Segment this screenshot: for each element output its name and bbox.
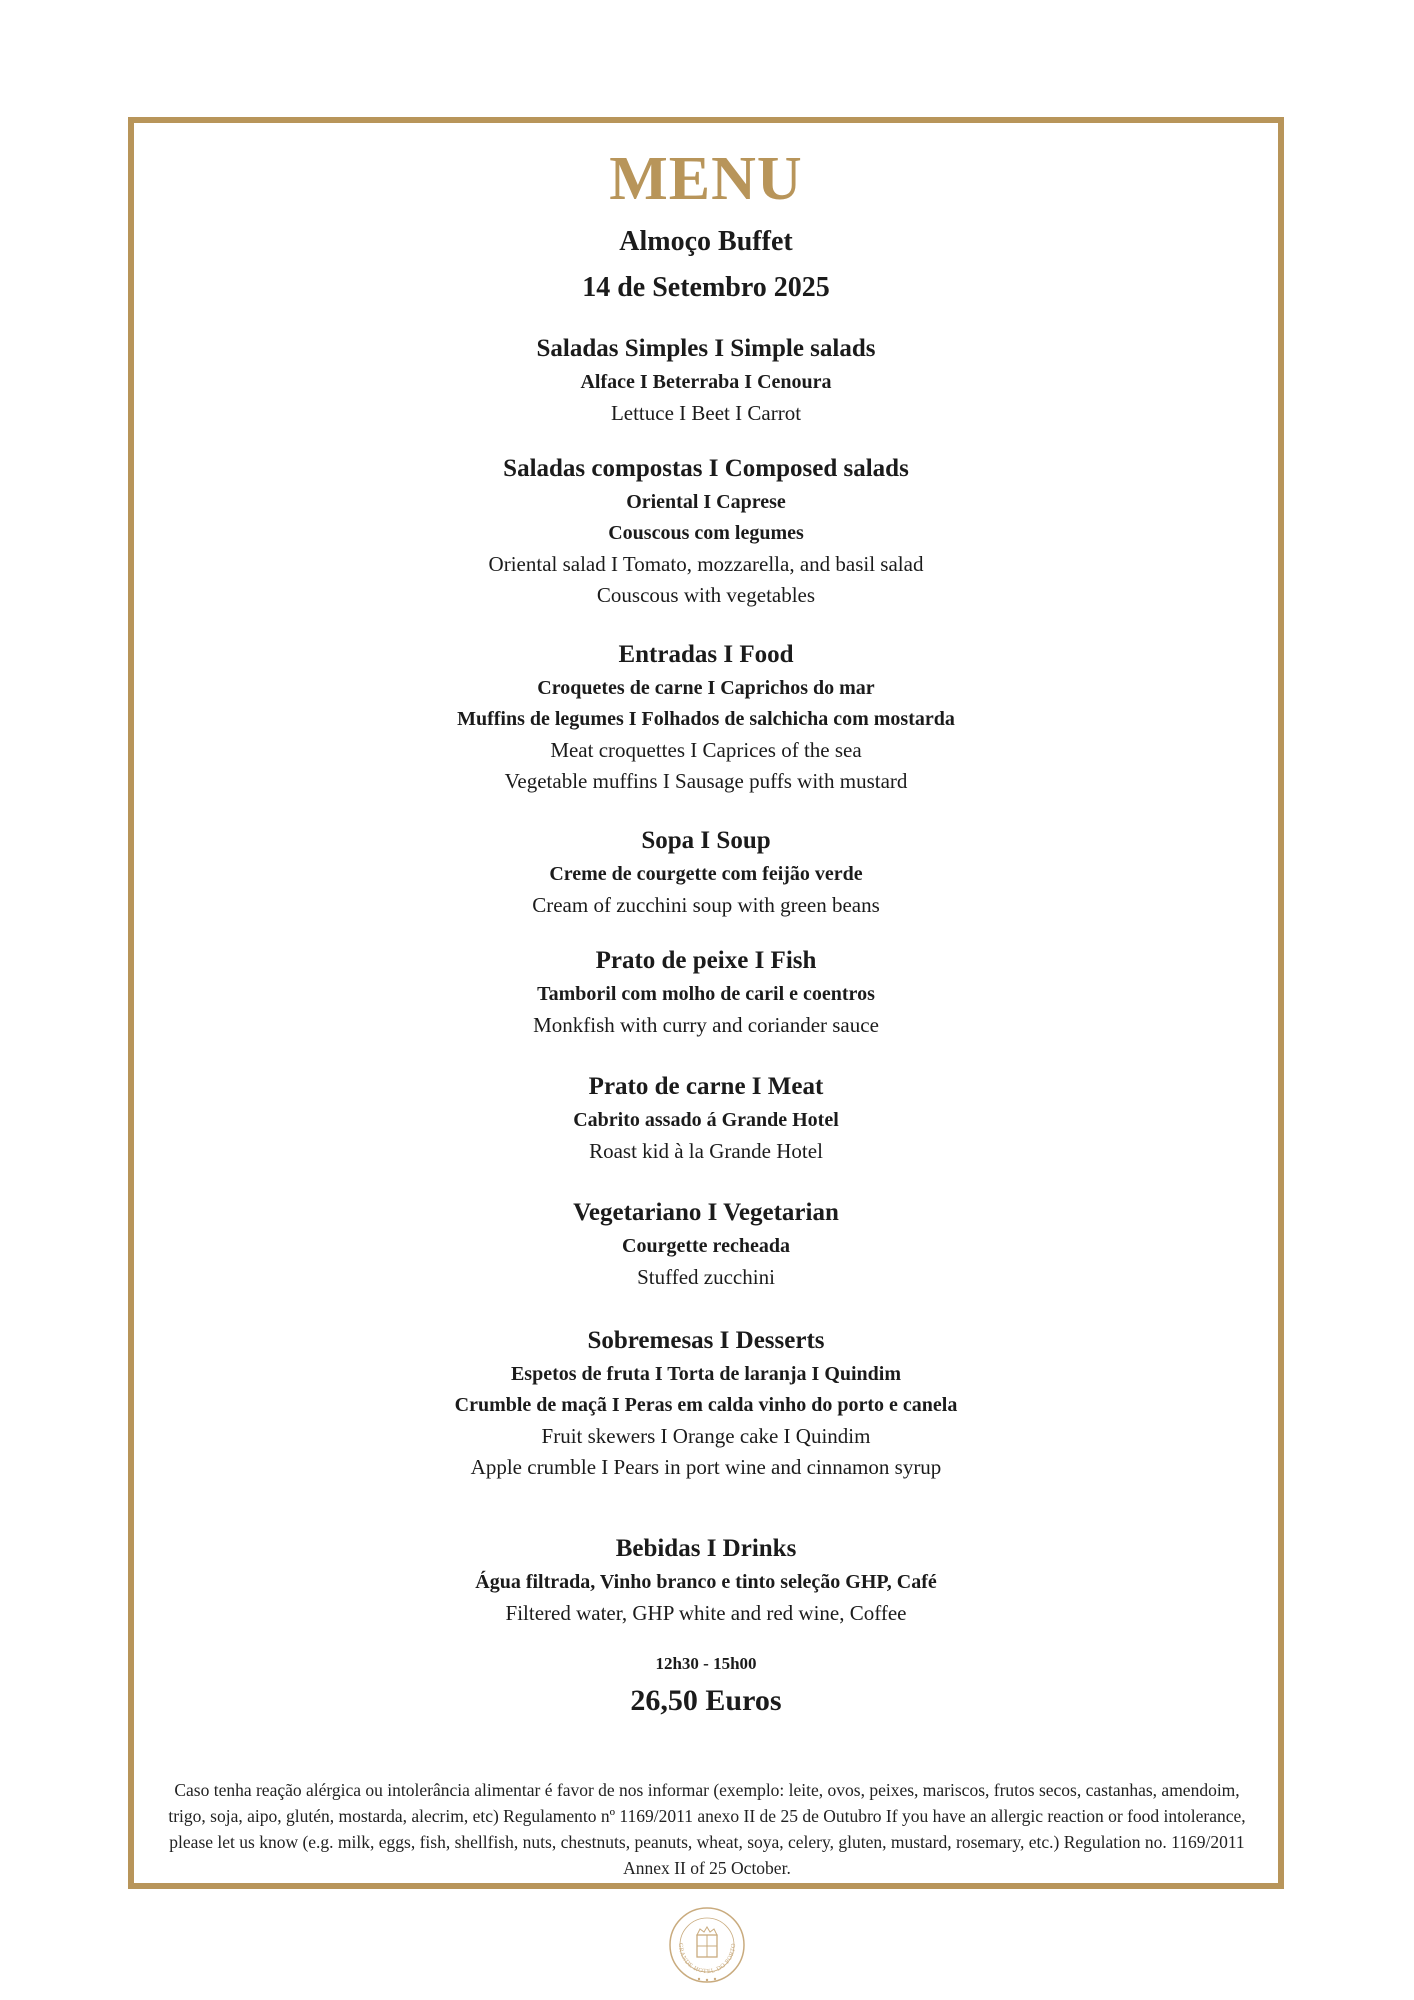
section-title: Sobremesas I Desserts	[587, 1327, 825, 1354]
dish-en: Vegetable muffins I Sausage puffs with mustard	[504, 769, 908, 793]
section-desserts	[134, 1323, 1278, 1483]
dish-en: Lettuce I Beet I Carrot	[610, 401, 802, 425]
section-title: Prato de carne I Meat	[588, 1073, 824, 1100]
dish-pt: Alface I Beterraba I Cenoura	[580, 371, 832, 393]
dish-pt: Espetos de fruta I Torta de laranja I Quindim	[510, 1363, 902, 1385]
dish-pt: Água filtrada, Vinho branco e tinto seleção GHP, Café	[475, 1571, 937, 1593]
section-title: Bebidas I Drinks	[615, 1535, 797, 1562]
section-title: Entradas I Food	[618, 641, 794, 668]
section-meat	[134, 1069, 1278, 1167]
dish-pt: Creme de courgette com feijão verde	[549, 863, 863, 885]
section-title: Sopa I Soup	[641, 827, 771, 854]
dish-en: Monkfish with curry and coriander sauce	[533, 1013, 879, 1037]
menu-subtitle: Almoço Buffet	[619, 226, 793, 257]
section-drinks	[134, 1531, 1278, 1629]
menu-price: 26,50 Euros	[630, 1684, 782, 1717]
section-title: Vegetariano I Vegetarian	[573, 1199, 839, 1226]
section-soup	[134, 823, 1278, 921]
section-food	[134, 637, 1278, 797]
section-title: Prato de peixe I Fish	[595, 947, 817, 974]
menu-title: MENU	[609, 145, 803, 213]
dish-pt: Muffins de legumes I Folhados de salchicha com mostarda	[457, 708, 955, 730]
dish-en: Oriental salad I Tomato, mozzarella, and basil salad	[488, 552, 924, 576]
section-fish	[134, 943, 1278, 1041]
section-title: Saladas Simples I Simple salads	[536, 335, 876, 362]
dish-en: Apple crumble I Pears in port wine and cinnamon syrup	[470, 1455, 942, 1479]
dish-en: Stuffed zucchini	[637, 1265, 775, 1289]
section-vegetarian	[134, 1195, 1278, 1293]
section-composed-salads	[134, 451, 1278, 611]
menu-date: 14 de Setembro 2025	[582, 272, 830, 303]
hotel-crest-logo-icon	[667, 1905, 747, 1985]
logo-text: GRANDE HOTEL DO PORTO	[676, 1942, 738, 1976]
dish-en: Filtered water, GHP white and red wine, Coffee	[505, 1601, 907, 1625]
dish-pt: Cabrito assado á Grande Hotel	[573, 1109, 839, 1131]
dish-pt: Oriental I Caprese	[626, 491, 786, 513]
service-hours: 12h30 - 15h00	[655, 1654, 757, 1673]
dish-pt: Croquetes de carne I Caprichos do mar	[537, 677, 875, 699]
dish-pt: Tamboril com molho de caril e coentros	[537, 983, 875, 1005]
dish-en: Couscous with vegetables	[596, 583, 816, 607]
dish-en: Meat croquettes I Caprices of the sea	[550, 738, 862, 762]
dish-en: Roast kid à la Grande Hotel	[589, 1139, 823, 1163]
menu-content	[134, 123, 1278, 1721]
section-title: Saladas compostas I Composed salads	[503, 455, 909, 482]
dish-pt: Courgette recheada	[622, 1235, 790, 1257]
dish-pt: Couscous com legumes	[608, 522, 804, 544]
dish-pt: Crumble de maçã I Peras em calda vinho do porto e canela	[454, 1394, 958, 1416]
section-simple-salads	[134, 331, 1278, 429]
dish-en: Cream of zucchini soup with green beans	[532, 893, 880, 917]
allergy-notice: Caso tenha reação alérgica ou intolerância alimentar é favor de nos informar (exemplo: leite, ovos, peixes, mariscos, frutos secos, castanhas, amendoim, trigo, soja, aipo, glutén, mostarda, alecrim, etc) Regulamento nº 1169/2011 anexo II de 25 de Outubro If you have an allergic reaction or food intolerance, please let us know (e.g. milk, eggs, fish, shellfish, nuts, chestnuts, peanuts, wheat, soya, celery, gluten, mustard, rosemary, etc.) Regulation no. 1169/2011 Annex II of 25 October.	[168, 1780, 1246, 1878]
dish-en: Fruit skewers I Orange cake I Quindim	[541, 1424, 871, 1448]
